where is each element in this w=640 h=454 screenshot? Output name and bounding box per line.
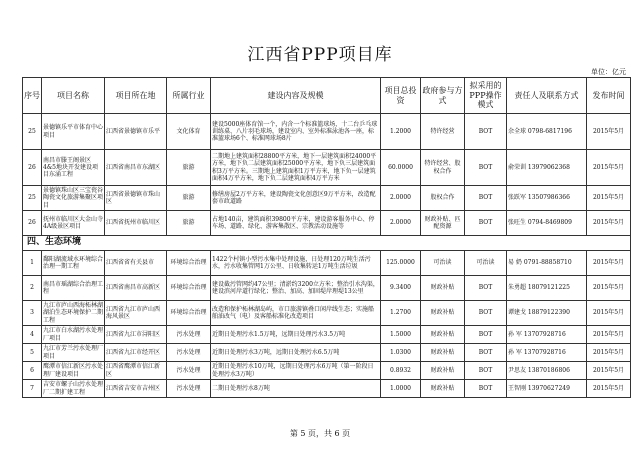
project-name-cell: 鄱阳湖流域水环境综合治理一期工程 <box>42 251 105 276</box>
industry-cell: 污水处理 <box>167 380 211 398</box>
row-number-cell: 26 <box>23 150 42 186</box>
ppp-mode-cell: BOT <box>465 186 507 211</box>
project-location-cell: 江西省省有关县市 <box>105 251 167 276</box>
table-row <box>23 150 631 186</box>
row-number-cell: 25 <box>23 186 42 211</box>
contact-cell: 朱勇超 18079121225 <box>507 276 587 301</box>
total-investment-cell: 125.0000 <box>381 251 421 276</box>
page-title: 江西省PPP项目库 <box>247 45 393 65</box>
row-number-cell: 4 <box>23 326 42 344</box>
project-name-cell: 吉安市螺子山污水处理厂二期扩建工程 <box>43 381 104 396</box>
row-number-cell: 2 <box>23 276 42 301</box>
contact-cell: 尹思友 13870186806 <box>507 362 587 380</box>
publish-date-cell: 2015年5月 <box>587 326 631 344</box>
publish-date-cell: 2015年5月 <box>587 362 631 380</box>
ppp-mode-cell: BOT <box>465 211 507 236</box>
project-location-cell: 江西省南昌市高新区 <box>105 276 167 301</box>
row-number-cell: 6 <box>23 362 42 380</box>
ppp-mode-cell: BOT <box>465 326 507 344</box>
total-investment-cell: 60.0000 <box>381 150 421 186</box>
ppp-mode-cell: BOT <box>465 301 507 326</box>
government-participation-cell: 特许经营、股权合作 <box>421 150 465 186</box>
row-number-cell: 26 <box>23 211 42 236</box>
industry-cell: 文化体育 <box>167 114 211 150</box>
row-number-cell: 5 <box>23 344 42 362</box>
total-investment-cell: 1.2700 <box>381 301 421 326</box>
column-header: 拟采用的PPP操作模式 <box>465 78 507 114</box>
total-investment-cell: 1.5000 <box>381 326 421 344</box>
table-row <box>23 362 631 380</box>
row-number-cell: 7 <box>23 380 42 398</box>
contact-cell: 余全球 0798-6817196 <box>507 114 587 150</box>
table-row <box>23 301 631 326</box>
publish-date-cell: 2015年5月 <box>587 251 631 276</box>
construction-content-cell: 建设5000座体育馆一个，内含一个标准篮球场、十二台乒乓球训练桌、八片羽毛球场，建设室内、室外标准泳池各一座，标准篮球场6个、标准网球场8片 <box>211 114 381 150</box>
industry-cell: 环境综合治理 <box>167 301 211 326</box>
construction-content-cell: 占地140亩，建筑面积39800平方米，建设游客服务中心、停车场、道路、绿化、游客集散区、宗教活动设施等 <box>211 211 381 236</box>
industry-cell: 旅游 <box>167 150 211 186</box>
government-participation-cell: 财政补贴 <box>421 276 465 301</box>
contact-cell: 易 奶 0791-88858710 <box>507 251 587 276</box>
project-location-cell: 江西省九江市浔阳区 <box>105 326 167 344</box>
construction-content-cell: 1422个村镇小型污水集中处理设施，日处理120万吨生活污水，污水收集管网1万公里、日收集转运1万吨生活垃圾 <box>211 251 381 276</box>
page-number: 第 5 页，共 6 页 <box>289 429 351 438</box>
project-location-cell: 江西省九江市庐山西海风景区 <box>105 301 167 326</box>
project-location-cell: 江西省抚州市临川区 <box>105 211 167 236</box>
project-name-cell: 景德镇珠山区三宝瓷谷陶瓷文化旅游集聚区项目 <box>43 187 104 209</box>
ppp-mode-cell: BOT <box>465 380 507 398</box>
table-row <box>23 186 631 211</box>
construction-content-cell: 二期日处理污水8万吨 <box>211 380 381 398</box>
total-investment-cell: 1.0300 <box>381 344 421 362</box>
column-header: 序号 <box>23 78 42 114</box>
column-header: 项目总投资 <box>381 78 421 114</box>
column-header: 政府参与方式 <box>421 78 465 114</box>
table-row <box>23 211 631 236</box>
government-participation-cell: 财政补贴、匹配资源 <box>421 211 465 236</box>
construction-content-cell: 近期日处理污水1.5万吨，远期日处理污水3.5万吨 <box>211 326 381 344</box>
table-row <box>23 344 631 362</box>
table-row <box>23 276 631 301</box>
project-name-cell: 鹰潭市信江新区污水处理厂建设项目 <box>43 363 104 378</box>
total-investment-cell: 2.0000 <box>381 211 421 236</box>
government-participation-cell: 可治读 <box>421 251 465 276</box>
construction-content-cell: 建设截污管网约47公里；清淤约3200立方米；整治引水沟渠，建设滨河岸道行绿化；整治、加高、加固堤岸理堤13公里 <box>211 276 381 301</box>
project-location-cell: 江西省九江市经开区 <box>105 344 167 362</box>
table-row <box>23 326 631 344</box>
industry-cell: 污水处理 <box>167 344 211 362</box>
contact-cell: 孙 军 13707928716 <box>507 344 587 362</box>
contact-cell: 张旺生 0794-8469809 <box>507 211 587 236</box>
ppp-mode-cell: BOT <box>465 362 507 380</box>
government-participation-cell: 财政补贴 <box>421 344 465 362</box>
total-investment-cell: 1.0000 <box>381 380 421 398</box>
government-participation-cell: 财政补贴 <box>421 326 465 344</box>
column-header: 建设内容及规模 <box>211 78 381 114</box>
ppp-mode-cell: BOT <box>465 344 507 362</box>
contact-cell: 王智刚 13970627249 <box>507 380 587 398</box>
table-row <box>23 114 631 150</box>
project-location-cell: 江西省景德镇市乐平 <box>105 114 167 150</box>
project-name-cell: 抚州市临川区大金山寺4A级景区项目 <box>42 211 105 236</box>
contact-cell: 张跃军 13507986366 <box>507 186 587 211</box>
publish-date-cell: 2015年5月 <box>587 344 631 362</box>
total-investment-cell: 9.3400 <box>381 276 421 301</box>
construction-content-cell: 改造和保护柘林湖岛屿，市口旅游镇叠口闲岸线生态；实施船舶油改气（电）及客船标准化改造项目 <box>211 301 381 326</box>
project-name-cell: 九江市芳兰污水处理厂项目 <box>43 345 104 360</box>
ppp-mode-cell: BOT <box>465 276 507 301</box>
project-name-cell: 南昌市滕王阁景区4&5地块开发建设项目东涌工程 <box>42 150 105 186</box>
section-heading: 四、生态环境 <box>23 236 631 251</box>
row-number-cell: 25 <box>23 114 42 150</box>
government-participation-cell: 财政补贴 <box>421 380 465 398</box>
industry-cell: 环境综合治理 <box>167 251 211 276</box>
row-number-cell: 1 <box>23 251 42 276</box>
construction-content-cell: 二期地上建筑面积28800平方米，地下一层建筑面积24000平方米，地下负二层建筑面积25000平方米，地下负三层建筑面积3万平方米。三期地上建筑面积1万平方米，地下负一层建筑面积4万平方米，地下负二层建筑面积4万平方米 <box>211 150 381 186</box>
contact-cell: 俞荣训 13979062368 <box>507 150 587 186</box>
publish-date-cell: 2015年5月 <box>587 301 631 326</box>
ppp-mode-cell: BOT <box>465 150 507 186</box>
industry-cell: 污水处理 <box>167 326 211 344</box>
construction-content-cell: 近期日处理污水3万吨，远期日处理污水6.5万吨 <box>211 344 381 362</box>
construction-content-cell: 修缮房屋2万平方米，建设陶瓷文化创意区9万平方米，改造配套市政道路 <box>211 186 381 211</box>
table-row <box>23 380 631 398</box>
publish-date-cell: 2015年5月 <box>587 211 631 236</box>
project-name-cell: 九江市白水湖污水处理厂项目 <box>43 327 104 342</box>
industry-cell: 旅游 <box>167 211 211 236</box>
column-header: 发布时间 <box>587 78 631 114</box>
publish-date-cell: 2015年5月 <box>587 150 631 186</box>
column-header: 项目名称 <box>42 78 105 114</box>
total-investment-cell: 2.0000 <box>381 186 421 211</box>
project-location-cell: 江西省景德镇市珠山区 <box>105 186 167 211</box>
unit-label: 单位：亿元 <box>591 68 626 76</box>
project-name-cell: 景德镇乐平市体育中心项目 <box>42 114 105 150</box>
industry-cell: 旅游 <box>167 186 211 211</box>
project-location-cell: 江西省南昌市东湖区 <box>105 150 167 186</box>
publish-date-cell: 2015年5月 <box>587 114 631 150</box>
project-name-cell: 南昌市瑶湖综合治理工程 <box>42 276 105 301</box>
section-row <box>23 236 631 251</box>
column-header: 责任人及联系方式 <box>507 78 587 114</box>
column-header: 项目所在地 <box>105 78 167 114</box>
government-participation-cell: 特许经营 <box>421 114 465 150</box>
column-header: 所属行业 <box>167 78 211 114</box>
project-location-cell: 江西省鹰潭市信江新区 <box>105 362 167 380</box>
project-location-cell: 江西省吉安市吉州区 <box>105 380 167 398</box>
total-investment-cell: 1.2000 <box>381 114 421 150</box>
project-name-cell: 九江市庐山西海柘林湖湖泊生态环境保护二期工程 <box>43 302 104 324</box>
publish-date-cell: 2015年5月 <box>587 276 631 301</box>
ppp-mode-cell: 可治读 <box>465 251 507 276</box>
table-row <box>23 251 631 276</box>
government-participation-cell: 财政补贴 <box>421 301 465 326</box>
row-number-cell: 3 <box>23 301 42 326</box>
total-investment-cell: 0.8932 <box>381 362 421 380</box>
ppp-mode-cell: BOT <box>465 114 507 150</box>
industry-cell: 污水处理 <box>167 362 211 380</box>
industry-cell: 环境综合治理 <box>167 276 211 301</box>
ppp-project-table <box>22 77 631 398</box>
publish-date-cell: 2015年5月 <box>587 186 631 211</box>
contact-cell: 孙 军 13707928716 <box>507 326 587 344</box>
contact-cell: 谭建戈 18879122390 <box>507 301 587 326</box>
publish-date-cell: 2015年5月 <box>587 380 631 398</box>
government-participation-cell: 股权合作 <box>421 186 465 211</box>
construction-content-cell: 近期日处理污水10万吨，远期日处理污水6万吨（第一阶段日处理污水3万吨） <box>211 362 381 380</box>
government-participation-cell: 财政补贴 <box>421 362 465 380</box>
